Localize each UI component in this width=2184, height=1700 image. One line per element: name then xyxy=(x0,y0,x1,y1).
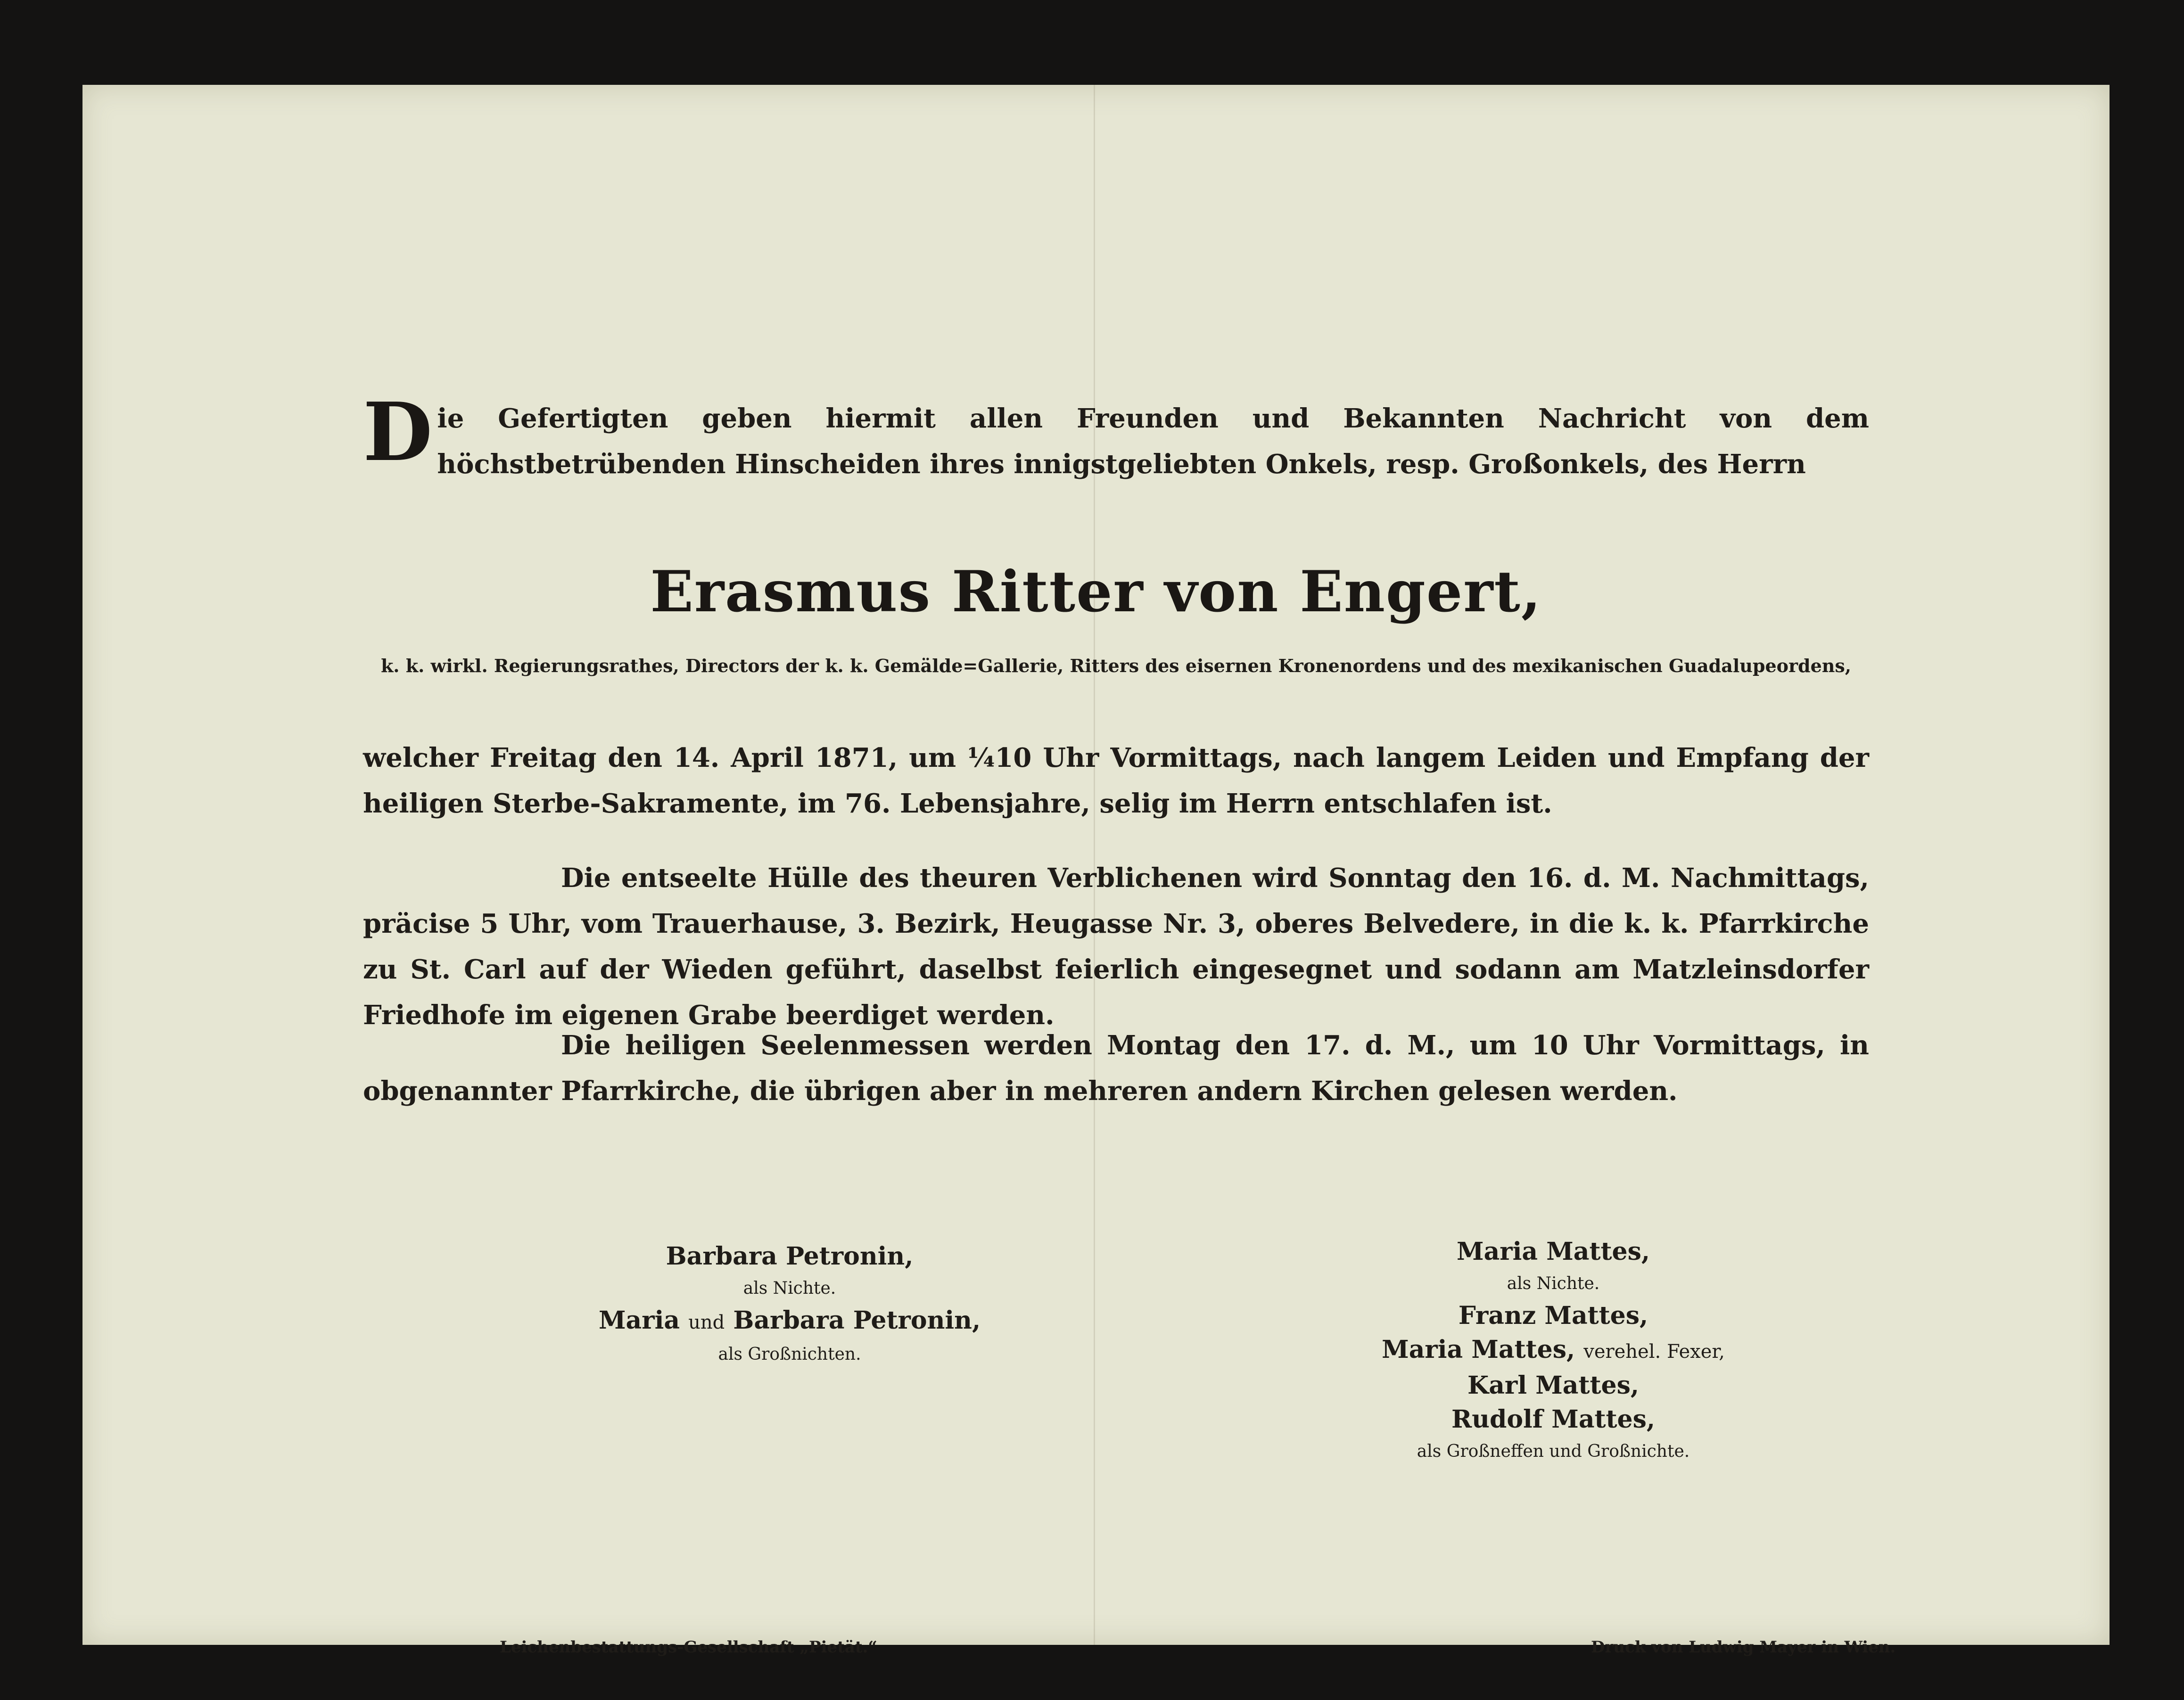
funeral-notice: Die entseelte Hülle des theuren Verblichenen wird Sonntag den 16. d. M. Nachmittags, präcise 5 Uhr, vom Trauerhause, 3. Bezirk, Heugasse Nr. 3, oberes Belvedere, in die k. k. Pfarrkirche zu St. Carl auf der Wieden geführt, daselbst feierlich eingesegnet und sodann am Matzleinsdorfer Friedhofe im eigenen Grabe beerdiget werden. xyxy=(363,862,1869,1031)
signer-name: Franz Mattes, xyxy=(1458,1301,1648,1330)
paper-sheet xyxy=(82,85,2110,1657)
signer-name-part: Barbara Petronin, xyxy=(733,1306,981,1335)
signer-name: Karl Mattes, xyxy=(1467,1371,1639,1400)
masses-notice: Die heiligen Seelenmessen werden Montag den 17. d. M., um 10 Uhr Vormittags, in obgenannter Pfarrkirche, die übrigen aber in mehreren andern Kirchen gelesen werden. xyxy=(363,1030,1869,1107)
signer-name-part: Maria Mattes, xyxy=(1382,1335,1575,1364)
signer-role: als Großneffen und Großnichte. xyxy=(1417,1442,1690,1461)
signers-right xyxy=(1318,1235,1789,1467)
death-notice: welcher Freitag den 14. April 1871, um ¼10 Uhr Vormittags, nach langem Leiden und Empfang der heiligen Sterbe-Sakramente, im 76. Lebensjahre, selig im Herrn entschlafen ist. xyxy=(363,742,1869,819)
signer-role: als Nichte. xyxy=(743,1279,836,1298)
signer-conjunction: und xyxy=(688,1312,725,1333)
signer-role: als Großnichten. xyxy=(718,1345,861,1364)
intro-paragraph xyxy=(363,385,1869,487)
footer-undertaker: Leichenbestattungs-Gesellschaft „Pietät.“ xyxy=(500,1638,877,1657)
signer-married-name: verehel. Fexer, xyxy=(1583,1341,1725,1363)
deceased-titles: k. k. wirkl. Regierungsrathes, Directors der k. k. Gemälde=Gallerie, Ritters des eisernen Kronenordens und des mexikanischen Guadalupeordens, xyxy=(380,655,1852,676)
deceased-name: Erasmus Ritter von Engert, xyxy=(650,558,1542,625)
drop-cap: D xyxy=(363,385,433,479)
signer-role: als Nichte. xyxy=(1507,1274,1600,1293)
signer-name xyxy=(554,1304,1025,1339)
intro-text: ie Gefertigten geben hiermit allen Freunden und Bekannten Nachricht von dem höchstbetrübenden Hinscheiden ihres innigstgeliebten Onkels, resp. Großonkels, des Herrn xyxy=(437,403,1869,480)
signer-name-part: Maria xyxy=(598,1306,680,1335)
footer-printer: Druck von Ludwig Mayer in Wien. xyxy=(1591,1638,1896,1657)
signer-name: Maria Mattes, xyxy=(1457,1237,1650,1266)
signer-name: Barbara Petronin, xyxy=(666,1242,914,1271)
signer-name: Rudolf Mattes, xyxy=(1451,1405,1656,1434)
signer-name xyxy=(1318,1333,1789,1369)
signers-left xyxy=(554,1240,1025,1370)
